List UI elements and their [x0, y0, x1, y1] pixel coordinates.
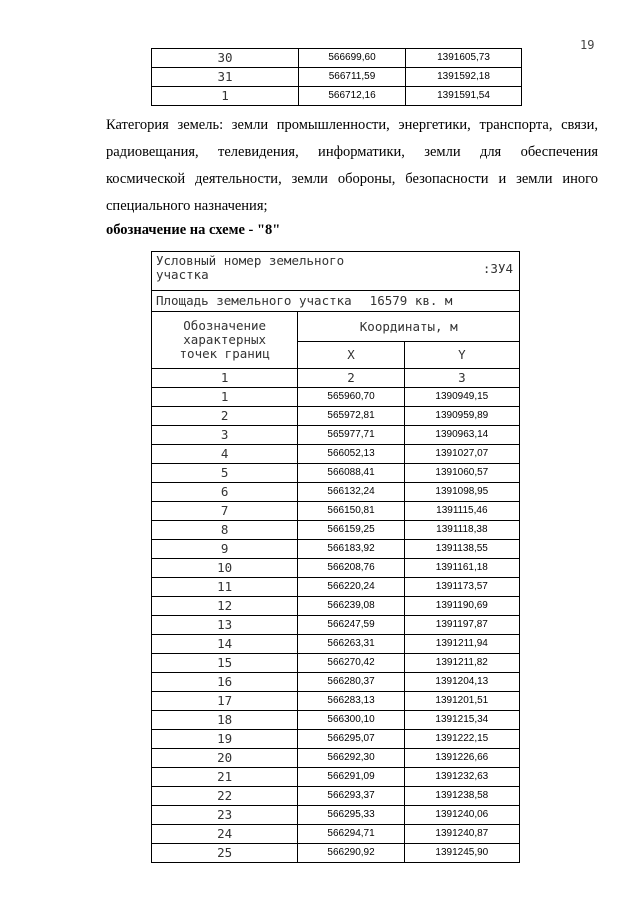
x-header: X [298, 341, 404, 368]
table-row [152, 806, 520, 825]
table-row [152, 768, 520, 787]
x-coordinate: 566263,31 [298, 635, 404, 654]
table-row [152, 654, 520, 673]
y-coordinate: 1391245,90 [404, 844, 519, 863]
y-coordinate: 1391591,54 [406, 87, 522, 106]
point-number: 22 [152, 787, 298, 806]
y-coordinate: 1391201,51 [404, 692, 519, 711]
table-row [152, 559, 520, 578]
point-number: 12 [152, 597, 298, 616]
x-coordinate: 566183,92 [298, 540, 404, 559]
x-coordinate: 566290,92 [298, 844, 404, 863]
point-number: 16 [152, 673, 298, 692]
point-number: 1 [152, 87, 299, 106]
table-row [152, 825, 520, 844]
y-coordinate: 1391605,73 [406, 49, 522, 68]
cadastral-cell [152, 252, 520, 291]
point-number: 4 [152, 445, 298, 464]
y-coordinate: 1391592,18 [406, 68, 522, 87]
point-number: 31 [152, 68, 299, 87]
table-row [152, 635, 520, 654]
y-coordinate: 1391098,95 [404, 483, 519, 502]
column-index-row [152, 369, 520, 388]
land-category-paragraph [106, 112, 598, 220]
y-coordinate: 1390949,15 [404, 388, 519, 407]
point-number: 3 [152, 426, 298, 445]
table-row [152, 483, 520, 502]
point-number: 6 [152, 483, 298, 502]
point-number: 10 [152, 559, 298, 578]
y-coordinate: 1390963,14 [404, 426, 519, 445]
x-coordinate: 566283,13 [298, 692, 404, 711]
cadastral-label: Условный номер земельного участка [156, 253, 345, 282]
x-coordinate: 566292,30 [298, 749, 404, 768]
point-number: 23 [152, 806, 298, 825]
designation-header [152, 312, 298, 369]
cadastral-row [152, 252, 520, 291]
table-row [152, 521, 520, 540]
y-coordinate: 1391138,55 [404, 540, 519, 559]
x-coordinate: 566711,59 [299, 68, 406, 87]
point-number: 14 [152, 635, 298, 654]
point-number: 1 [152, 388, 298, 407]
y-coordinate: 1391226,66 [404, 749, 519, 768]
x-coordinate: 566150,81 [298, 502, 404, 521]
point-number: 11 [152, 578, 298, 597]
y-coordinate: 1391027,07 [404, 445, 519, 464]
point-number: 5 [152, 464, 298, 483]
y-coordinate: 1391215,34 [404, 711, 519, 730]
table-row [152, 388, 520, 407]
x-coordinate: 565960,70 [298, 388, 404, 407]
table-row [152, 68, 522, 87]
x-coordinate: 565972,81 [298, 407, 404, 426]
point-number: 20 [152, 749, 298, 768]
x-coordinate: 566293,37 [298, 787, 404, 806]
y-coordinate: 1391211,82 [404, 654, 519, 673]
point-number: 17 [152, 692, 298, 711]
area-label: Площадь земельного участка [156, 293, 352, 308]
table-row [152, 540, 520, 559]
x-coordinate: 566280,37 [298, 673, 404, 692]
x-coordinate: 566159,25 [298, 521, 404, 540]
table-row [152, 730, 520, 749]
y-coordinate: 1391222,15 [404, 730, 519, 749]
x-coordinate: 566295,07 [298, 730, 404, 749]
y-coordinate: 1391060,57 [404, 464, 519, 483]
area-row [152, 291, 520, 312]
x-coordinate: 566712,16 [299, 87, 406, 106]
y-header: Y [404, 341, 519, 368]
page-number: 19 [580, 38, 595, 52]
x-coordinate: 565977,71 [298, 426, 404, 445]
table-row [152, 711, 520, 730]
point-number: 7 [152, 502, 298, 521]
y-coordinate: 1391197,87 [404, 616, 519, 635]
cadastral-value: :ЗУ4 [482, 261, 513, 276]
land-category-text: Категория земель: земли промышленности, энергетики, транспорта, связи, радиовещания, телевидения, информатики, земли для обеспечения космической деятельности, земли обороны, безопасности и земли иного специального назначения; [106, 117, 598, 214]
table-row [152, 407, 520, 426]
y-coordinate: 1390959,89 [404, 407, 519, 426]
x-coordinate: 566239,08 [298, 597, 404, 616]
y-coordinate: 1391211,94 [404, 635, 519, 654]
y-coordinate: 1391161,18 [404, 559, 519, 578]
y-coordinate: 1391240,06 [404, 806, 519, 825]
x-coordinate: 566132,24 [298, 483, 404, 502]
x-coordinate: 566295,33 [298, 806, 404, 825]
x-coordinate: 566052,13 [298, 445, 404, 464]
table-row [152, 49, 522, 68]
point-number: 30 [152, 49, 299, 68]
coords-header: Координаты, м [298, 312, 520, 342]
y-coordinate: 1391115,46 [404, 502, 519, 521]
x-coordinate: 566300,10 [298, 711, 404, 730]
x-coordinate: 566294,71 [298, 825, 404, 844]
table-row [152, 502, 520, 521]
x-coordinate: 566699,60 [299, 49, 406, 68]
point-number: 18 [152, 711, 298, 730]
area-value: 16579 кв. м [369, 293, 453, 308]
x-coordinate: 566247,59 [298, 616, 404, 635]
point-number: 15 [152, 654, 298, 673]
table-row [152, 844, 520, 863]
column-index-2: 2 [298, 369, 404, 388]
y-coordinate: 1391173,57 [404, 578, 519, 597]
area-cell [152, 291, 520, 312]
designation-header-text: Обозначение характерных точек границ [179, 318, 270, 361]
column-index-1: 1 [152, 369, 298, 388]
x-coordinate: 566208,76 [298, 559, 404, 578]
table-row [152, 692, 520, 711]
table-row [152, 578, 520, 597]
table-row [152, 445, 520, 464]
point-number: 21 [152, 768, 298, 787]
y-coordinate: 1391240,87 [404, 825, 519, 844]
x-coordinate: 566291,09 [298, 768, 404, 787]
point-number: 19 [152, 730, 298, 749]
y-coordinate: 1391232,63 [404, 768, 519, 787]
point-number: 2 [152, 407, 298, 426]
column-index-3: 3 [404, 369, 519, 388]
x-coordinate: 566088,41 [298, 464, 404, 483]
point-number: 24 [152, 825, 298, 844]
point-number: 13 [152, 616, 298, 635]
x-coordinate: 566270,42 [298, 654, 404, 673]
y-coordinate: 1391190,69 [404, 597, 519, 616]
table-row [152, 464, 520, 483]
coordinates-table-continuation [151, 48, 522, 106]
header-row [152, 312, 520, 342]
table-row [152, 673, 520, 692]
y-coordinate: 1391204,13 [404, 673, 519, 692]
table-row [152, 597, 520, 616]
point-number: 8 [152, 521, 298, 540]
coordinates-table [151, 251, 520, 863]
scheme-label: обозначение на схеме - "8" [106, 222, 281, 238]
table-row [152, 787, 520, 806]
y-coordinate: 1391118,38 [404, 521, 519, 540]
y-coordinate: 1391238,58 [404, 787, 519, 806]
point-number: 9 [152, 540, 298, 559]
table-row [152, 616, 520, 635]
x-coordinate: 566220,24 [298, 578, 404, 597]
table-row [152, 426, 520, 445]
point-number: 25 [152, 844, 298, 863]
table-row [152, 749, 520, 768]
table-row [152, 87, 522, 106]
